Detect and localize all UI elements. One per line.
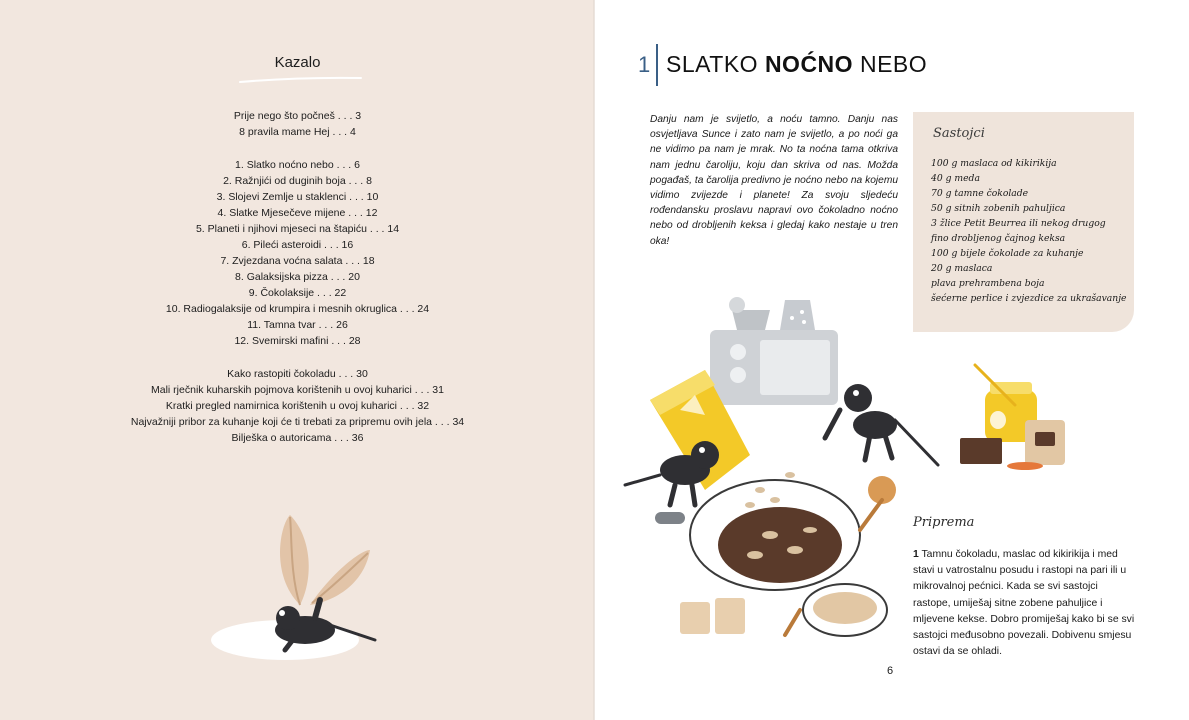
ingredient-item: 100 g bijele čokolade za kuhanje — [931, 248, 1084, 259]
toc-entry: 8. Galaksijska pizza . . . 20 — [235, 271, 360, 283]
step-text: Tamnu čokoladu, maslac od kikirikija i med stavi u vatrostalnu posudu i rastopi na pari ili u mikrovalnoj pećnici. Kada se svi sastojci rastope, umiješaj sitne zobene pahuljice i mljevene kekse. Dobro promiješaj kako bi se svi sastojci međusobno povezali. Dobivenu smjesu ostavi da se ohladi. — [913, 549, 1135, 658]
toc-entry: 2. Ražnjići od duginih boja . . . 8 — [223, 175, 372, 187]
chapter-divider — [656, 44, 658, 86]
ingredient-item: 70 g tamne čokolade — [931, 188, 1029, 199]
toc-entry: 10. Radiogalaksije od krumpira i mesnih okruglica . . . 24 — [165, 303, 430, 315]
toc-entry: 6. Pileći asteroidi . . . 16 — [241, 239, 354, 251]
toc-entry: 12. Svemirski mafini . . . 28 — [234, 335, 361, 347]
title-bold: NOĆNO — [764, 51, 854, 77]
chapter-number: 1 — [638, 52, 651, 77]
ingredient-item: 40 g meda — [931, 173, 980, 184]
right-page — [595, 0, 1189, 720]
chapter-title — [666, 51, 927, 78]
ingredient-item: fino drobljenog čajnog keksa — [931, 233, 1066, 244]
preparation-step — [913, 547, 1135, 660]
table-of-contents — [0, 108, 595, 463]
toc-entry: 1. Slatko noćno nebo . . . 6 — [235, 159, 360, 171]
title-part-2: NEBO — [853, 51, 928, 77]
intro-text: Danju nam je svijetlo, a noću tamno. Danju nas osvjetljava Sunce i zato nam je svijetlo, a po noći ga ne vidimo pa nam je mrak. No ta noćna tama otkriva nam jednu čaroliju, koju dan skriva od nas. Možda pogađaš, ta čarolija predivno je noćno nebo na kojemu vidimo zvijezde i planete! Za svoju sljedeću rođendansku proslavu napravi ovo čokoladno noćno nebo od drobljenih keksa i gledaj kako nestaje u tren oka! — [650, 114, 898, 247]
toc-entry: 7. Zvjezdana voćna salata . . . 18 — [220, 255, 375, 267]
toc-entry: Kako rastopiti čokoladu . . . 30 — [227, 368, 368, 380]
toc-entry: Mali rječnik kuharskih pojmova korištenih u ovoj kuharici . . . 31 — [151, 384, 444, 396]
toc-group — [0, 366, 595, 446]
ingredients-list — [931, 156, 1127, 306]
ingredient-item: 20 g maslaca — [931, 263, 993, 274]
title-part-1: SLATKO — [666, 51, 765, 77]
toc-entry: 5. Planeti i njihovi mjeseci na štapiću . . . 14 — [195, 223, 400, 235]
ingredient-item: plava prehrambena boja — [931, 278, 1045, 289]
dog-with-leaves-illustration — [200, 505, 400, 675]
toc-entry: 11. Tamna tvar . . . 26 — [247, 319, 348, 331]
ingredient-item: šećerne perlice i zvjezdice za ukrašavanje — [931, 293, 1127, 304]
toc-entry: Bilješka o autoricama . . . 36 — [231, 432, 364, 444]
toc-entry: 3. Slojevi Zemlje u staklenci . . . 10 — [216, 191, 379, 203]
ingredients-title: Sastojci — [933, 126, 985, 141]
toc-entry: 4. Slatke Mjesečeve mijene . . . 12 — [217, 207, 378, 219]
ingredient-item: 3 žlice Petit Beurrea ili nekog drugog — [931, 218, 1106, 229]
toc-group — [0, 108, 595, 140]
ingredient-item: 50 g sitnih zobenih pahuljica — [931, 203, 1066, 214]
step-number: 1 — [913, 549, 919, 560]
ingredient-item: 100 g maslaca od kikirikija — [931, 158, 1057, 169]
toc-entry: Najvažniji pribor za kuhanje koji će ti trebati za pripremu ovih jela . . . 34 — [130, 416, 465, 428]
toc-entry: 8 pravila mame Hej . . . 4 — [239, 126, 356, 138]
toc-group — [0, 157, 595, 349]
toc-title: Kazalo — [274, 54, 321, 71]
page-number: 6 — [887, 665, 894, 677]
toc-entry: Kratki pregled namirnica korištenih u ovoj kuharici . . . 32 — [165, 400, 430, 412]
toc-underline — [238, 76, 363, 84]
toc-entry: Prije nego što počneš . . . 3 — [233, 110, 362, 122]
preparation-title: Priprema — [913, 515, 975, 530]
toc-entry: 9. Čokolaksije . . . 22 — [248, 287, 347, 299]
